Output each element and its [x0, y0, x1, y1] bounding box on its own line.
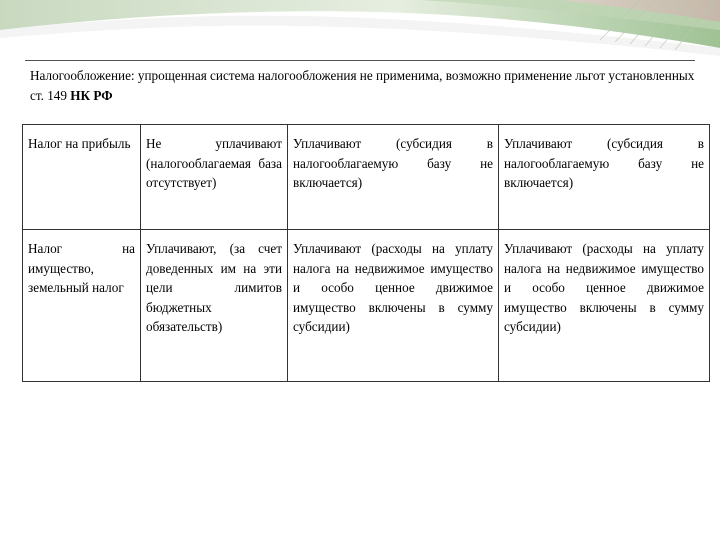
intro-bold-ref: НК РФ — [70, 88, 113, 103]
table-row — [23, 230, 710, 382]
header-decoration — [0, 0, 720, 60]
cell-col4: Уплачивают (субсидия в налогооблагаемую базу не включается) — [499, 125, 710, 230]
table-row — [23, 125, 710, 230]
cell-col2: Уплачивают, (за счет доведенных им на эти цели лимитов бюджетных обязательств) — [141, 230, 288, 382]
cell-tax-name: Налог на имущество, земельный налог — [23, 230, 141, 382]
cell-col4: Уплачивают (расходы на уплату налога на недвижимое имущество и особо ценное движимое имущество включены в сумму субсидии) — [499, 230, 710, 382]
intro-text: Налогообложение: упрощенная система налогообложения не применима, возможно применение льгот установленных ст. 149 — [30, 68, 695, 103]
intro-paragraph — [30, 66, 698, 106]
cell-tax-name: Налог на прибыль — [23, 125, 141, 230]
cell-col3: Уплачивают (субсидия в налогооблагаемую базу не включается) — [288, 125, 499, 230]
cell-col2: Не уплачивают (налогооблагаемая база отсутствует) — [141, 125, 288, 230]
tax-table — [22, 124, 710, 382]
cell-col3: Уплачивают (расходы на уплату налога на недвижимое имущество и особо ценное движимое имущество включены в сумму субсидии) — [288, 230, 499, 382]
divider-line — [25, 60, 695, 61]
